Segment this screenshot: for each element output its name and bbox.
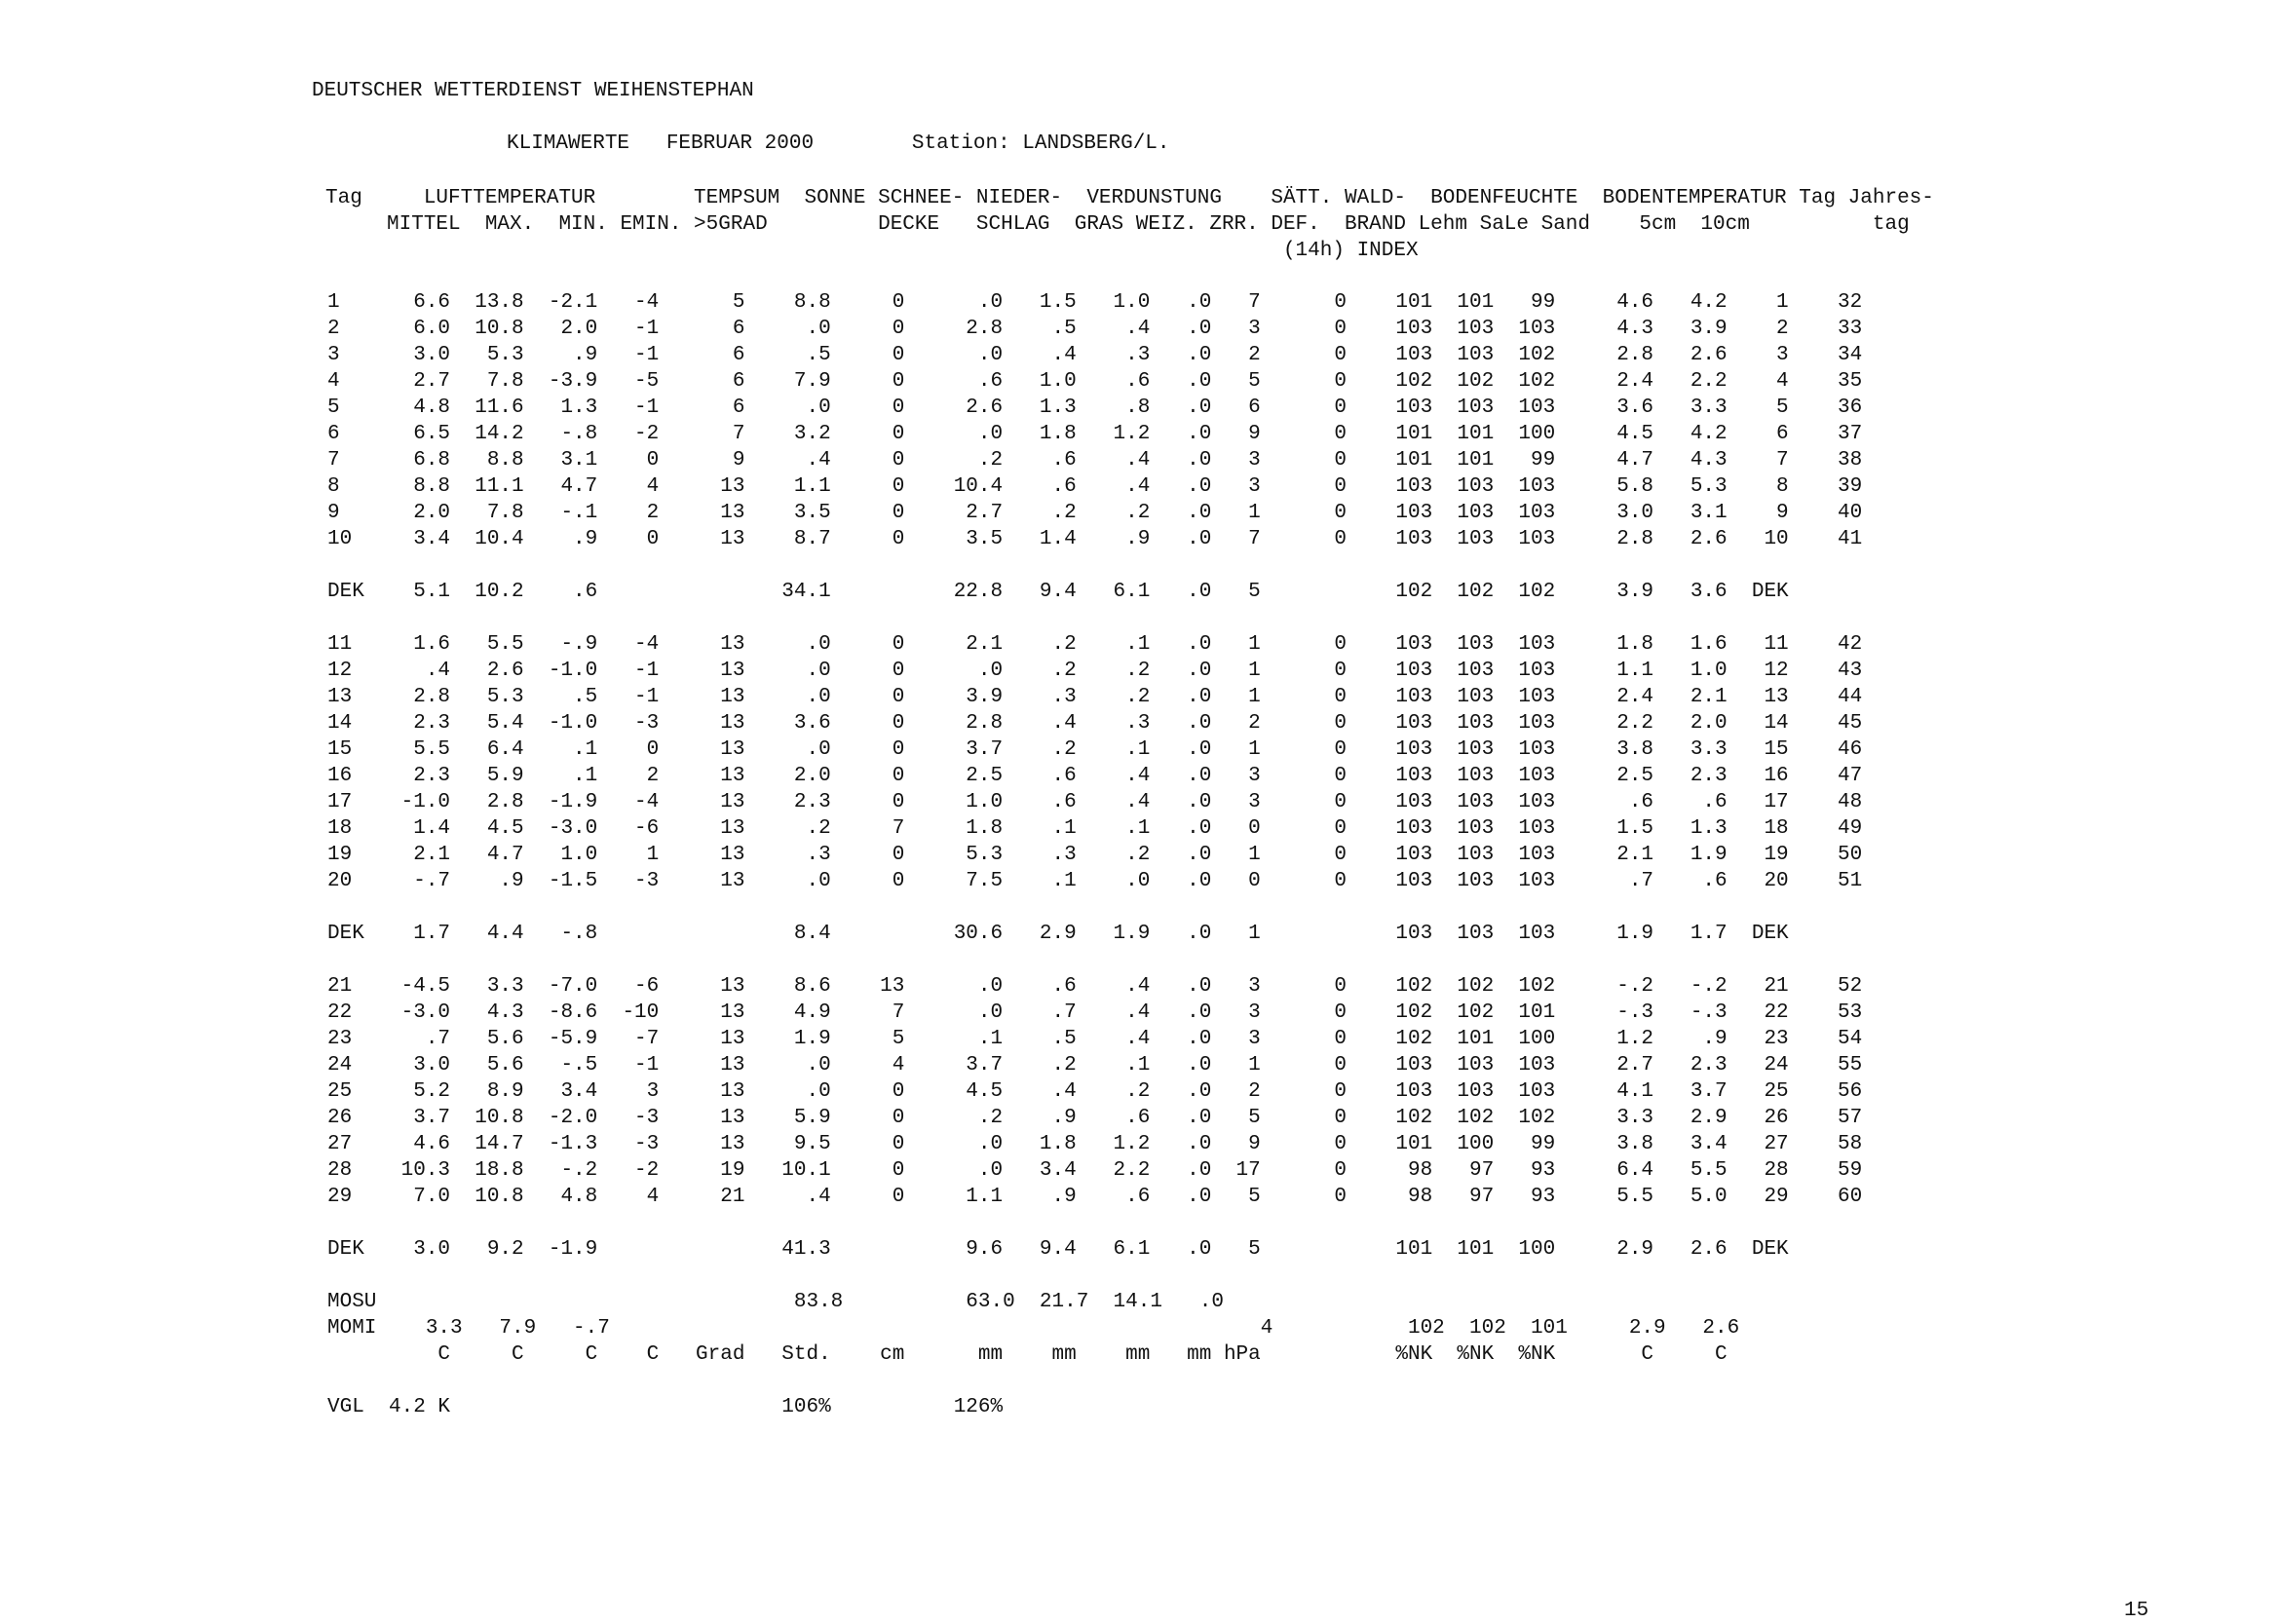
report-subtitle: KLIMAWERTE FEBRUAR 2000 Station: LANDSBERG/L.	[507, 132, 1170, 155]
table-row: 15 5.5 6.4 .1 0 13 .0 0 3.7 .2 .1 .0 1 0 103 103 103 3.8 3.3 15 46	[327, 738, 1863, 761]
table-row: 13 2.8 5.3 .5 -1 13 .0 0 3.9 .3 .2 .0 1 0 103 103 103 2.4 2.1 13 44	[327, 686, 1863, 708]
table-row: 26 3.7 10.8 -2.0 -3 13 5.9 0 .2 .9 .6 .0 5 0 102 102 102 3.3 2.9 26 57	[327, 1107, 1863, 1129]
column-header-line-3: (14h) INDEX	[325, 240, 1419, 262]
table-row: 11 1.6 5.5 -.9 -4 13 .0 0 2.1 .2 .1 .0 1 0 103 103 103 1.8 1.6 11 42	[327, 633, 1863, 656]
column-header-line-2: MITTEL MAX. MIN. EMIN. >5GRAD DECKE SCHLAG GRAS WEIZ. ZRR. DEF. BRAND Lehm SaLe Sand 5cm 10cm tag	[325, 213, 1910, 236]
table-row: 7 6.8 8.8 3.1 0 9 .4 0 .2 .6 .4 .0 3 0 101 101 99 4.7 4.3 7 38	[327, 449, 1863, 472]
table-row: 27 4.6 14.7 -1.3 -3 13 9.5 0 .0 1.8 1.2 .0 9 0 101 100 99 3.8 3.4 27 58	[327, 1133, 1863, 1155]
monthly-sum-row: MOSU 83.8 63.0 21.7 14.1 .0	[327, 1291, 1224, 1313]
table-row: 10 3.4 10.4 .9 0 13 8.7 0 3.5 1.4 .9 .0 7 0 103 103 103 2.8 2.6 10 41	[327, 528, 1863, 550]
table-row: 17 -1.0 2.8 -1.9 -4 13 2.3 0 1.0 .6 .4 .0 3 0 103 103 103 .6 .6 17 48	[327, 791, 1863, 813]
dekade-summary-row: DEK 1.7 4.4 -.8 8.4 30.6 2.9 1.9 .0 1 103 103 103 1.9 1.7 DEK	[327, 923, 1789, 945]
table-row: 5 4.8 11.6 1.3 -1 6 .0 0 2.6 1.3 .8 .0 6 0 103 103 103 3.6 3.3 5 36	[327, 397, 1863, 419]
table-row: 12 .4 2.6 -1.0 -1 13 .0 0 .0 .2 .2 .0 1 0 103 103 103 1.1 1.0 12 43	[327, 660, 1863, 682]
table-row: 9 2.0 7.8 -.1 2 13 3.5 0 2.7 .2 .2 .0 1 0 103 103 103 3.0 3.1 9 40	[327, 502, 1863, 524]
table-row: 14 2.3 5.4 -1.0 -3 13 3.6 0 2.8 .4 .3 .0 2 0 103 103 103 2.2 2.0 14 45	[327, 712, 1863, 735]
table-row: 1 6.6 13.8 -2.1 -4 5 8.8 0 .0 1.5 1.0 .0 7 0 101 101 99 4.6 4.2 1 32	[327, 291, 1863, 314]
table-row: 29 7.0 10.8 4.8 4 21 .4 0 1.1 .9 .6 .0 5 0 98 97 93 5.5 5.0 29 60	[327, 1186, 1863, 1208]
table-row: 4 2.7 7.8 -3.9 -5 6 7.9 0 .6 1.0 .6 .0 5 0 102 102 102 2.4 2.2 4 35	[327, 370, 1863, 393]
dekade-summary-row: DEK 3.0 9.2 -1.9 41.3 9.6 9.4 6.1 .0 5 101 101 100 2.9 2.6 DEK	[327, 1238, 1789, 1261]
page-number: 15	[2124, 1600, 2149, 1622]
table-row: 22 -3.0 4.3 -8.6 -10 13 4.9 7 .0 .7 .4 .0 3 0 102 102 101 -.3 -.3 22 53	[327, 1001, 1863, 1024]
org-title: DEUTSCHER WETTERDIENST WEIHENSTEPHAN	[312, 80, 754, 102]
table-row: 28 10.3 18.8 -.2 -2 19 10.1 0 .0 3.4 2.2 .0 17 0 98 97 93 6.4 5.5 28 59	[327, 1159, 1863, 1182]
table-row: 25 5.2 8.9 3.4 3 13 .0 0 4.5 .4 .2 .0 2 0 103 103 103 4.1 3.7 25 56	[327, 1080, 1863, 1103]
dekade-summary-row: DEK 5.1 10.2 .6 34.1 22.8 9.4 6.1 .0 5 102 102 102 3.9 3.6 DEK	[327, 581, 1789, 603]
table-row: 19 2.1 4.7 1.0 1 13 .3 0 5.3 .3 .2 .0 1 0 103 103 103 2.1 1.9 19 50	[327, 844, 1863, 866]
monthly-mean-row: MOMI 3.3 7.9 -.7 4 102 102 101 2.9 2.6	[327, 1317, 1740, 1340]
table-row: 3 3.0 5.3 .9 -1 6 .5 0 .0 .4 .3 .0 2 0 103 103 102 2.8 2.6 3 34	[327, 344, 1863, 366]
table-row: 8 8.8 11.1 4.7 4 13 1.1 0 10.4 .6 .4 .0 3 0 103 103 103 5.8 5.3 8 39	[327, 475, 1863, 498]
comparison-row: VGL 4.2 K 106% 126%	[327, 1396, 1004, 1418]
units-row: C C C C Grad Std. cm mm mm mm mm hPa %NK %NK %NK C C	[327, 1343, 1728, 1366]
table-row: 20 -.7 .9 -1.5 -3 13 .0 0 7.5 .1 .0 .0 0 0 103 103 103 .7 .6 20 51	[327, 870, 1863, 892]
table-row: 24 3.0 5.6 -.5 -1 13 .0 4 3.7 .2 .1 .0 1 0 103 103 103 2.7 2.3 24 55	[327, 1054, 1863, 1076]
table-row: 6 6.5 14.2 -.8 -2 7 3.2 0 .0 1.8 1.2 .0 9 0 101 101 100 4.5 4.2 6 37	[327, 423, 1863, 445]
table-row: 16 2.3 5.9 .1 2 13 2.0 0 2.5 .6 .4 .0 3 0 103 103 103 2.5 2.3 16 47	[327, 765, 1863, 787]
table-row: 21 -4.5 3.3 -7.0 -6 13 8.6 13 .0 .6 .4 .0 3 0 102 102 102 -.2 -.2 21 52	[327, 975, 1863, 998]
table-row: 18 1.4 4.5 -3.0 -6 13 .2 7 1.8 .1 .1 .0 0 0 103 103 103 1.5 1.3 18 49	[327, 817, 1863, 840]
table-row: 23 .7 5.6 -5.9 -7 13 1.9 5 .1 .5 .4 .0 3 0 102 101 100 1.2 .9 23 54	[327, 1028, 1863, 1050]
column-header-line-1: Tag LUFTTEMPERATUR TEMPSUM SONNE SCHNEE- NIEDER- VERDUNSTUNG SÄTT. WALD- BODENFEUCHTE BODENTEMPERATUR Tag Jahres-	[325, 187, 1934, 209]
table-row: 2 6.0 10.8 2.0 -1 6 .0 0 2.8 .5 .4 .0 3 0 103 103 103 4.3 3.9 2 33	[327, 318, 1863, 340]
